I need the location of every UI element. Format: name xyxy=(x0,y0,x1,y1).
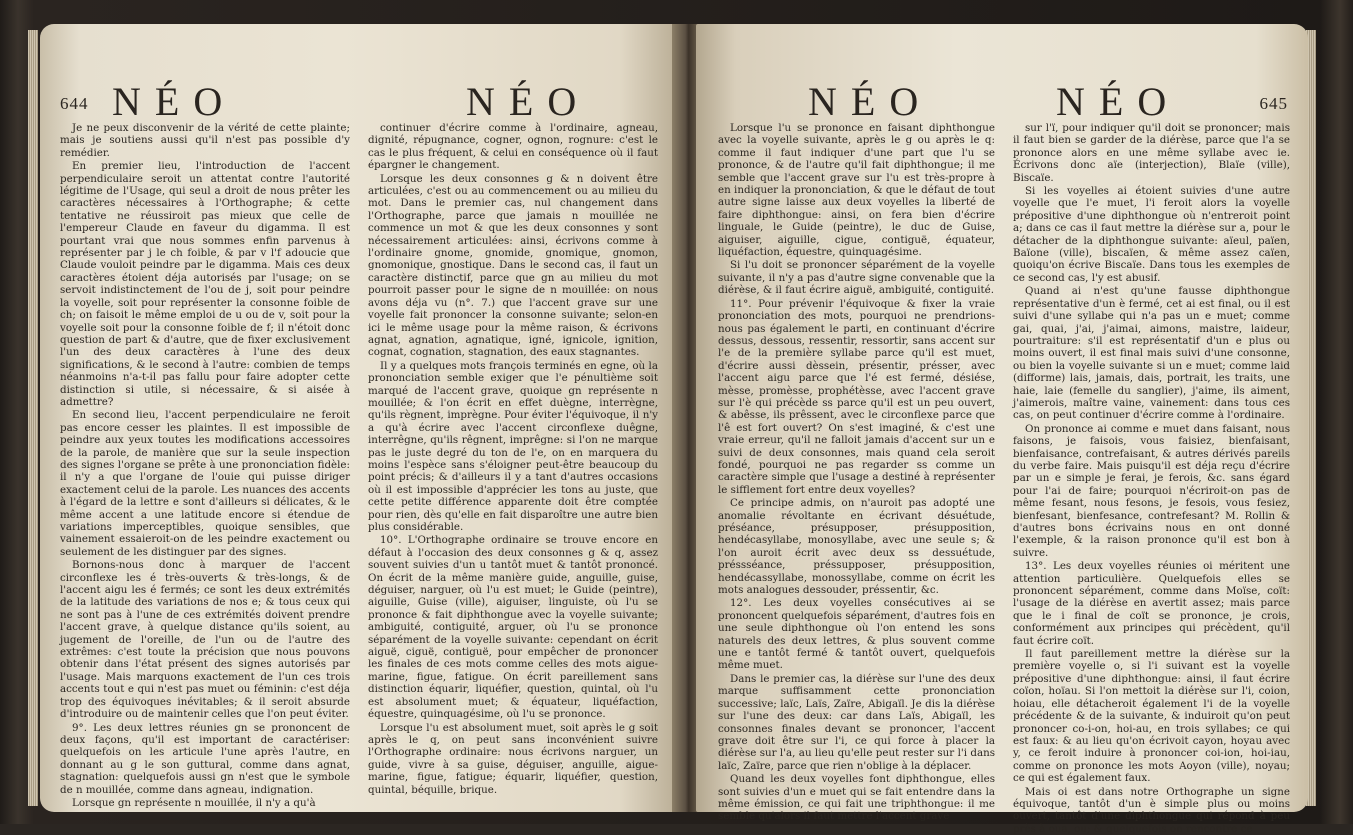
paragraph: Lorsque les deux consonnes g & n doivent être articulées, c'est ou au commencement ou au milieu du mot. Dans le premier cas, nul changement dans l'Orthographe, parce que jamais n mouillée ne commence un mot & que les deux consonnes y sont nécessairement articulées: ainsi, écrivons comme à l'ordinaire gnome, gnomide, gnomique, gnomon, gnomonique, gnostique. Dans le second cas, il faut un caractère distinctif, parce que gn au milieu du mot pourroit passer pour le signe de n mouillée: on nous avons déja vu (n°. 7.) que l'accent grave sur une voyelle fait prononcer la consonne suivante; selon-en ici le même usage pour la même raison, & écrivons agnat, agnation, agnatique, igné, ignicole, ignition, cognat, cognation, stagnation, des eaux stagnantes. xyxy=(368,172,658,359)
left-running-head-outer: NÉO xyxy=(112,79,237,124)
paragraph: 9°. Les deux lettres réunies gn se prononcent de deux façons, qu'il est important de caractériser: quelquefois on les articule l'une après l'autre, en donnant au g le son guttural, comme dans agnat, stagnation: quelquefois aussi gn n'est que le symbole de n mouillée, comme dans agneau, indignation. xyxy=(60,721,350,796)
paragraph: Il y a quelques mots françois terminés en egne, où la prononciation semble exiger que l'e pénultième soit marqué de l'accent grave, quoique gn représente n mouillée; & l'on écrit en effet duègne, interrègne, qu'ils règnent, imprègne. Pour éviter l'équivoque, il n'y a qu'à écrire avec l'accent circonflexe duêgne, interrêgne, qu'ils rêgnent, imprêgne: si l'on ne marque pas le juste degré du ton de l'e, on en marquera du moins l'espèce sans s'éloigner peut-être beaucoup du point précis; & d'ailleurs il y a tant d'autres occasions où il est impossible d'apprécier les tons au juste, que cette petite différence apparente doit être comptée pour rien, dès qu'elle en fait disparoître une autre bien plus considérable. xyxy=(368,359,658,533)
paragraph: Ce principe admis, on n'auroit pas adopté une anomalie révoltante en écrivant désuétude, préséance, présupposer, présupposition, hendécasyllabe, monosyllabe, avec une seule s; & l'on auroit écrit avec deux ss dessuétude, préssséance, préssupposer, présupposition, hendécassyllabe, monossyllabe, comme on écrit les mots analogues dessouder, préssentir, &c. xyxy=(718,497,995,597)
paragraph: 12°. Les deux voyelles consécutives ai se prononcent quelquefois séparément, d'autres fois en une seule diphthongue où l'on entend les sons naturels des deux lettres, & plus souvent comme une e tantôt fermé & tantôt ouvert, quelquefois même muet. xyxy=(718,597,995,672)
paragraph: Lorsque l'u est absolument muet, soit après le g soit après le q, on peut sans inconvénient suivre l'Orthographe ordinaire: nous écrivons narguer, un guide, vivre à sa guise, déguiser, anguille, aigue-marine, figue, fatigue; équarir, liquéfier, question, quintal, béquille, brique. xyxy=(368,721,658,796)
right-columns xyxy=(718,122,1290,835)
paragraph: 11°. Pour prévenir l'équivoque & fixer la vraie prononciation des mots, pourquoi ne prendrions-nous pas également le parti, en continuant d'écrire dessus, dessous, ressentir, ressortir, sans accent sur l'e de la première syllabe parce qu'il est muet, d'écrire aussi dèssein, présentir, présser, avec l'accent aigu parce que l'é est fermé, désiése, mèsse, promèsse, prophétèsse, avec l'accent grave sur l'è qui précède ss parce qu'il est un peu ouvert, & abêsse, ils prêssent, avec le circonflexe parce que l'ê est fort ouvert? On s'est imaginé, & c'est une vraie erreur, qu'il ne falloit jamais d'accent sur un e suivi de deux consonnes, mais quand cela seroit fondé, pourquoi ne pas regarder ss comme un caractère simple que l'usage a destiné à représenter le sifflement fort entre deux voyelles? xyxy=(718,297,995,496)
paragraph: Quand ai n'est qu'une fausse diphthongue représentative d'un è fermé, cet ai est final, ou il est suivi d'une syllabe qui n'a pas un e muet; comme gai, quai, j'ai, j'aimai, aimons, maistre, laideur, pourtraiture: s'il est représentatif d'un e plus ou moins ouvert, il est final mais suivi d'une consonne, ou bien la voyelle suivante si un e muet; comme laid (difforme) lais, jamais, dais, portrait, les traits, une haie, laie (femelle du sanglier), j'aime, ils aiment, j'aimerois, maître vaine, vainement: dans tous ces cas, on peut continuer d'écrire comme à l'ordinaire. xyxy=(1013,285,1290,422)
right-column-1 xyxy=(718,122,995,823)
paragraph: En premier lieu, l'introduction de l'accent perpendiculaire seroit un attentat contre l'autorité légitime de l'Usage, qui seul a droit de nous prêter les caractères nécessaires à l'Orthographe; & cette tentative ne réussiroit pas mieux que celle de l'empereur Claude en faveur du digamma. Il est pourtant vrai que nous sommes enfin parvenus à représenter par j le ch foible, & par v l'f adoucie que Claude vouloit peindre par le digamma. Mais ces deux caractères étoient déja autorisés par l'usage; on se servoit indistinctement de l'ou de j, soit pour peindre la voyelle, soit pour représenter la consonne foible de ch; on faisoit le même emploi de u ou de v, soit pour la voyelle soit pour la consonne foible de f; il n'étoit donc question de part & d'autre, que de fixer exclusivement l'un des deux caractères à l'une des deux significations, & le second à l'autre: combien de temps néanmoins n'a-t-il pas fallu pour faire adopter cette distinction si utile, si nécessaire, & si aisée à admettre? xyxy=(60,160,350,408)
right-folio: 645 xyxy=(1259,94,1288,113)
left-running-head xyxy=(40,72,678,122)
paragraph: Si les voyelles ai étoient suivies d'une autre voyelle que l'e muet, l'i feroit alors la voyelle prépositive d'une diphthongue où n'entreroit point a; dans ce cas il faut mettre la diérèse sur a, pour le détacher de la diphthongue suivante: aïeul, païen, Baïone (ville), biscaïen, & même assez caïen, quoiqu'on écrive Biscaïe. Dans tous les exemples de ce second cas, l'y est abusif. xyxy=(1013,185,1290,284)
left-running-head-inner: NÉO xyxy=(466,79,591,124)
left-columns xyxy=(60,122,658,809)
left-page-edges xyxy=(28,30,38,806)
right-running-head-inner: NÉO xyxy=(808,79,933,124)
paragraph: continuer d'écrire comme à l'ordinaire, agneau, dignité, répugnance, cogner, ognon, rognure: c'est le cas le plus fréquent, & celui en conséquence où il faut épargner le changement. xyxy=(368,122,658,172)
paragraph: 10°. L'Orthographe ordinaire se trouve encore en défaut à l'occasion des deux consonnes g & q, assez souvent suivies d'un u tantôt muet & tantôt prononcé. On écrit de la même manière guide, anguille, guise, déguiser, narguer, où l'u est muet; le Guide (peintre), aiguille, Guise (ville), aiguiser, linguiste, où l'u se prononce & fait diphthongue avec la voyelle suivante; ambiguité, contiguité, arguer, où l'u se prononce séparément de la voyelle suivante: cependant on écrit aiguë, ciguë, contiguë, pour empêcher de prononcer les finales de ces mots comme celles des mots aigue-marine, figue, fatigue. On écrit pareillement sans distinction équarir, liquéfier, question, quintal, où l'u est absolument muet; & équateur, liquéfaction, équestre, quinquagésime, où l'u se prononce. xyxy=(368,534,658,721)
right-running-head xyxy=(696,72,1308,122)
paragraph: Lorsque gn représente n mouillée, il n'y a qu'à xyxy=(72,796,316,809)
paragraph: Quand les deux voyelles font diphthongue, elles sont suivies d'un e muet qui se fait entendre dans la même émission, ce qui fait une triphthongue: il me semble qu'alors il faut mettre l'accent grave xyxy=(718,773,995,823)
paragraph: Mais oi est dans notre Orthographe un signe équivoque, tantôt d'un è simple plus ou moins ouvert, tantôt d'une diphthongue qui répond à peu près à oua, ou; & quelquefois on rencontre ce xyxy=(1013,785,1290,835)
paragraph: Lorsque l'u se prononce en faisant diphthongue avec la voyelle suivante, après le g ou après le q: comme il faut indiquer d'une part que l'u se prononce, & de l'autre qu'il fait diphthongue; il me semble que l'accent grave sur l'u est très-propre à en indiquer la prononciation, & que le défaut de tout autre signe laisse aux deux voyelles la liberté de faire diphthongue: ainsi, on fera bien d'écrire linguale, le Guide (peintre), le duc de Guise, aiguiser, aiguille, cigue, contiguë, équateur, liquéfaction, équestre, quinquagésime. xyxy=(718,122,995,259)
paragraph: Si l'u doit se prononcer séparément de la voyelle suivante, il n'y a pas d'autre signe convenable que la diérèse, & il faut écrire aiguë, ambiguité, contiguité. xyxy=(718,259,995,297)
right-column-2 xyxy=(1013,122,1290,835)
paragraph: Bornons-nous donc à marquer de l'accent circonflexe les é très-ouverts & très-longs, & de l'accent aigu les é fermés; ce sont les deux extrémités de la latitude des variations de nos e; & tous ceux qui ne sont pas à l'une de ces extrémités doivent prendre l'accent grave, à quelque distance qu'ils soient, au jugement de l'oreille, de l'un ou de l'autre des extrêmes: c'est toute la précision que nous pouvons obtenir dans l'état présent des signes autorisés par l'usage. Mais marquons exactement de l'un ces trois accents tout e qui n'est pas muet ou féminin: c'est déja trop des équivoques inévitables; & il seroit absurde d'introduire ou de maintenir celles que l'on peut éviter. xyxy=(60,559,350,721)
paragraph: sur l'ï, pour indiquer qu'il doit se prononcer; mais il faut bien se garder de la diérèse, parce que l'a se prononce alors en une même syllabe avec ie. Écrivons donc aïe (interjection), Blaïe (ville), Biscaïe. xyxy=(1013,122,1290,184)
paragraph: Il faut pareillement mettre la diérèse sur la première voyelle o, si l'i suivant est la voyelle prépositive d'une diphthongue: ainsi, il faut écrire coïon, hoïau. Si l'on mettoit la diérèse sur l'i, coion, hoiau, elle détacheroit également l'i de la voyelle précédente & de la suivante, & induiroit qu'on peut prononcer co-i-on, hoi-au, en trois syllabes; ce qui est faux: & au lieu qu'on écrivoit cayon, hoyau avec y, ce feroit induire à prononcer coi-ion, hoi-iau, comme on prononce les mots Aoyon (ville), noyau; ce qui est également faux. xyxy=(1013,648,1290,785)
left-column-2 xyxy=(368,122,658,798)
paragraph: En second lieu, l'accent perpendiculaire ne feroit pas encore cesser les plaintes. Il est impossible de peindre aux yeux toutes les modifications accessoires de la parole, de manière que sur la seule inspection des signes l'organe se prête à une prononciation fidèle: il n'y a que l'organe de l'ouie qui puisse diriger exactement celui de la parole. Les nuances des accents à l'égard de la lettre e sont d'ailleurs si délicates, & le même accent a une latitude encore si étendue de variations imperceptibles, quoique sensibles, que vainement essaieroit-on de les peindre exactement ou seulement de les distinguer par des signes. xyxy=(60,409,350,558)
left-page xyxy=(40,24,678,812)
left-folio: 644 xyxy=(60,94,89,113)
paragraph: 13°. Les deux voyelles réunies oi méritent une attention particulière. Quelquefois elles se prononcent séparément, comme dans Moïse, coït: l'usage de la diérèse en avertit assez; mais parce que le i final de coït se prononce, je crois, conformément aux principes qui précèdent, qu'il faut écrire coït. xyxy=(1013,560,1290,647)
paragraph: Dans le premier cas, la diérèse sur l'une des deux marque suffisamment cette prononciation successive; laïc, Laïs, Zaïre, Abigaïl. Je dis la diérèse sur l'une des deux: car dans Laïs, Abigaïl, les consonnes finales devant se prononcer, l'accent grave doit être sur l'i, ce qui force à placer la diérèse sur l'a, au lieu qu'elle peut rester sur l'i dans laïc, Zaïre, parce que rien n'oblige à la déplacer. xyxy=(718,672,995,772)
left-column-1 xyxy=(60,122,350,809)
right-page xyxy=(696,24,1308,835)
right-running-head-outer: NÉO xyxy=(1056,79,1181,124)
paragraph: On prononce ai comme e muet dans faisant, nous faisons, je faisois, vous faisiez, bienfaisant, bienfaisance, contrefaisant, & autres dérivés pareils du verbe faire. Mais puisqu'il est déja reçu d'écrire par un e simple je ferai, je ferois, &c. sans égard pour l'ai de faire; pourquoi n'écriroit-on pas de même fesant, nous fesons, je fesois, vous fesiez, bienfesant, bienfesance, contrefesant? M. Rollin & d'autres bons écrivains nous en ont donné l'exemple, & la raison prononce qu'il est bon à suivre. xyxy=(1013,422,1290,559)
paragraph: Je ne peux disconvenir de la vérité de cette plainte; mais je soutiens aussi qu'il n'est pas possible d'y remédier. xyxy=(60,122,350,159)
